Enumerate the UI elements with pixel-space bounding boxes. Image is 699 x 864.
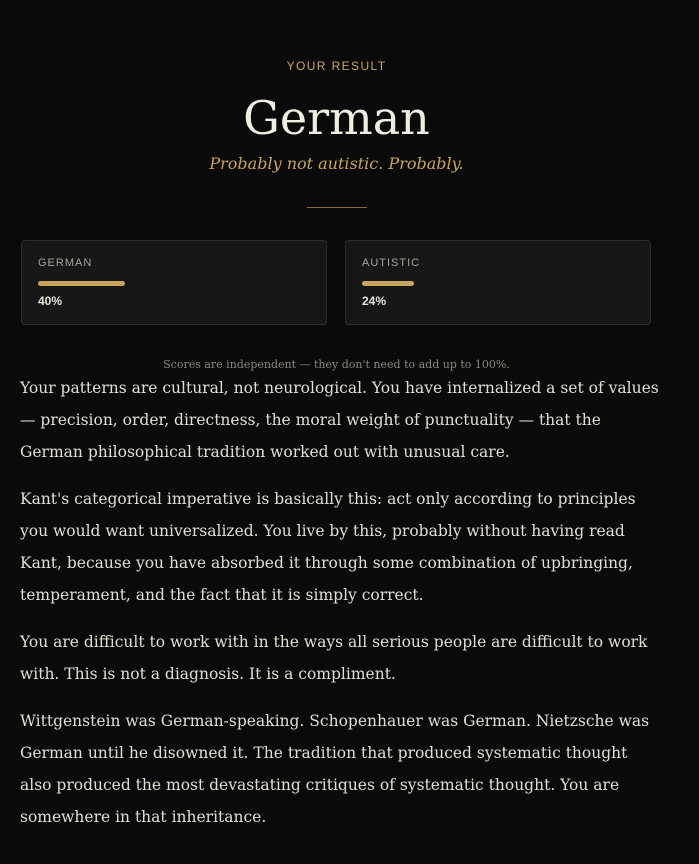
score-card-autistic xyxy=(345,240,651,325)
score-card-german xyxy=(21,240,327,325)
result-eyebrow: YOUR RESULT xyxy=(286,59,387,73)
score-label: AUTISTIC xyxy=(362,257,421,269)
result-subtitle: Probably not autistic. Probably. xyxy=(209,154,464,173)
description-paragraph: Your patterns are cultural, not neurological. You have internalized a set of values — precision, order, directness, the moral weight of punctuality — that the German philosophical tradition worked out with unusual care. xyxy=(20,379,659,461)
score-bar-fill xyxy=(38,281,125,286)
score-value: 24% xyxy=(362,294,387,308)
score-value: 40% xyxy=(38,294,63,308)
description-paragraph: You are difficult to work with in the ways all serious people are difficult to work with. This is not a diagnosis. It is a compliment. xyxy=(20,633,648,683)
score-bar-track xyxy=(362,281,634,286)
score-label: GERMAN xyxy=(38,257,93,269)
description-paragraph: Wittgenstein was German-speaking. Schopenhauer was German. Nietzsche was German until he disowned it. The tradition that produced systematic thought also produced the most devastating critiques of systematic thought. You are somewhere in that inheritance. xyxy=(20,712,650,826)
description-paragraph: Kant's categorical imperative is basically this: act only according to principles you would want universalized. You live by this, probably without having read Kant, because you have absorbed it through some combination of upbringing, temperament, and the fact that it is simply correct. xyxy=(20,490,636,604)
result-title: German xyxy=(243,91,430,145)
score-bar-track xyxy=(38,281,310,286)
result-description xyxy=(20,372,660,848)
scores-note: Scores are independent — they don't need to add up to 100%. xyxy=(163,358,510,371)
divider xyxy=(307,207,367,208)
score-bar-fill xyxy=(362,281,414,286)
